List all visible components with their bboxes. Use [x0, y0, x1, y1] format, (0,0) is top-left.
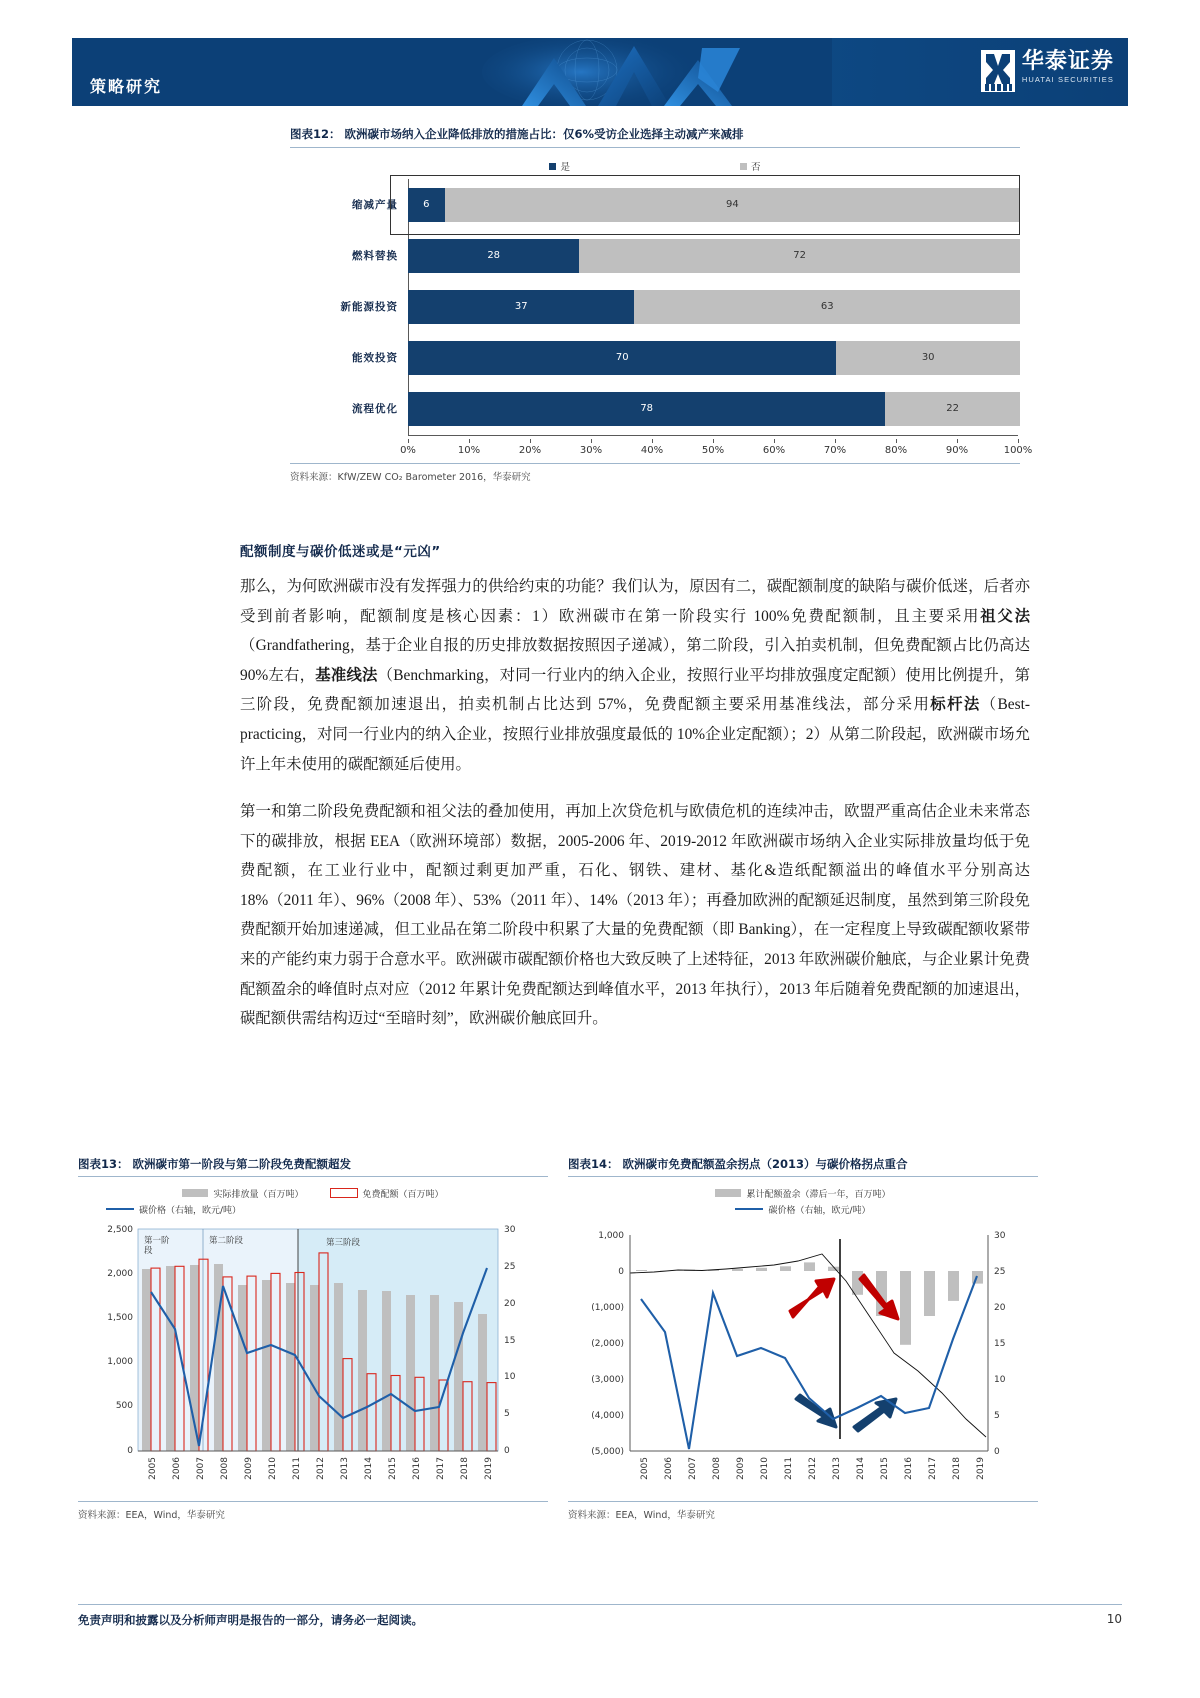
legend-item-carbon-price-14: [735, 1203, 870, 1216]
legend-item-free-allowance: [330, 1187, 444, 1200]
bar-label-1: 燃料替换: [352, 250, 398, 262]
svg-text:段: 段: [144, 1246, 153, 1256]
svg-text:2005: 2005: [148, 1457, 158, 1480]
table-row: [290, 281, 1020, 332]
bar-segment-no-0: 94: [445, 188, 1020, 222]
figure-13-svg: [78, 1221, 548, 1493]
figure-14: [568, 1156, 1038, 1521]
legend-swatch-free-allowance: [330, 1188, 358, 1198]
svg-text:2012: 2012: [808, 1457, 818, 1480]
svg-text:15: 15: [504, 1336, 516, 1346]
x-tick: [408, 439, 409, 443]
svg-text:第三阶段: 第三阶段: [326, 1238, 361, 1248]
svg-text:2,500: 2,500: [107, 1225, 133, 1235]
header-title: 策略研究: [90, 77, 163, 96]
legend-label-actual-emissions: 实际排放量（百万吨）: [213, 1189, 304, 1200]
x-label-2: 20%: [518, 445, 542, 456]
svg-text:5: 5: [994, 1411, 1000, 1421]
bar-segment-yes-2: 37: [408, 290, 634, 324]
svg-text:20: 20: [504, 1299, 516, 1309]
figure-13: [78, 1156, 548, 1521]
x-tick: [957, 439, 958, 443]
svg-text:25: 25: [504, 1262, 516, 1272]
figure-14-svg: [568, 1221, 1038, 1493]
legend-swatch-actual-emissions: [182, 1189, 208, 1197]
legend-label-no: 否: [751, 162, 761, 173]
figure-13-source: 资料来源：EEA，Wind，华泰研究: [78, 1501, 548, 1521]
figure-14-chart: [568, 1221, 1038, 1493]
svg-text:(1,000): (1,000): [591, 1303, 624, 1313]
x-tick: [774, 439, 775, 443]
svg-text:(4,000): (4,000): [591, 1411, 624, 1421]
x-label-3: 30%: [579, 445, 603, 456]
bar-segment-no-2: 63: [634, 290, 1020, 324]
figure-14-source: 资料来源：EEA，Wind，华泰研究: [568, 1501, 1038, 1521]
figure-13-number: 图表13：: [78, 1157, 129, 1171]
annotation-arrow-red-up: [790, 1279, 834, 1317]
figure-12-title: 欧洲碳市场纳入企业降低排放的措施占比：仅6%受访企业选择主动减产来减排: [344, 127, 744, 141]
svg-text:0: 0: [504, 1446, 510, 1456]
svg-text:30: 30: [994, 1231, 1006, 1241]
svg-text:2010: 2010: [268, 1457, 278, 1480]
bar-segment-yes-0: 6: [408, 188, 445, 222]
x-label-8: 80%: [884, 445, 908, 456]
bar-label-2: 新能源投资: [340, 301, 398, 313]
svg-text:10: 10: [504, 1372, 516, 1382]
logo-text-en: HUATAI SECURITIES: [1021, 75, 1114, 84]
svg-text:2006: 2006: [664, 1457, 674, 1480]
bar-track-4: [408, 392, 1020, 426]
svg-text:2005: 2005: [640, 1457, 650, 1480]
figure-13-title: 欧洲碳市第一阶段与第二阶段免费配额超发: [132, 1157, 352, 1171]
x-label-9: 90%: [945, 445, 969, 456]
svg-text:2010: 2010: [760, 1457, 770, 1480]
figure-14-legend: [568, 1185, 1038, 1217]
svg-text:2015: 2015: [880, 1457, 890, 1480]
x-label-10: 100%: [1003, 445, 1033, 456]
svg-text:第二阶段: 第二阶段: [209, 1236, 244, 1246]
x-label-0: 0%: [400, 445, 416, 456]
annotation-arrow-navy-down: [796, 1395, 836, 1427]
huatai-logo-icon: [981, 50, 1015, 92]
bar-label-3: 能效投资: [352, 352, 398, 364]
svg-text:2008: 2008: [220, 1457, 230, 1480]
x-tick: [652, 439, 653, 443]
page-header: [72, 38, 1128, 106]
legend-label-carbon-price: 碳价格（右轴，欧元/吨）: [139, 1205, 242, 1216]
x-tick: [469, 439, 470, 443]
body-paragraph-2: 第一和第二阶段免费配额和祖父法的叠加使用，再加上次贷危机与欧债危机的连续冲击，欧盟严重高估企业未来常态下的碳排放，根据 EEA（欧洲环境部）数据，2005-2006 年、2019-2012 年欧洲碳市场纳入企业实际排放量均低于免费配额，在工业行业中，配额过剩更加严重，石化、钢铁、建材、基化&造纸配额溢出的峰值水平分别高达 18%（2011 年）、96%（2008 年）、53%（2011 年）、14%（2013 年）；再叠加欧洲的配额延迟制度，虽然到第三阶段免费配额开始加速递减，但工业品在第二阶段中积累了大量的免费配额（即 Banking），在一定程度上导致碳配额收紧带来的产能约束力弱于合意水平。欧洲碳市碳配额价格也大致反映了上述特征，2013 年欧洲碳价触底，与企业累计免费配额盈余的峰值时点对应（2012 年累计免费配额达到峰值水平，2013 年执行），2013 年后随着免费配额的加速退出，碳配额供需结构迈过“至暗时刻”，欧洲碳价触底回升。: [240, 803, 1030, 1028]
x-tick: [896, 439, 897, 443]
body-paragraph-1: [240, 572, 1030, 779]
figure-12: [290, 126, 1033, 483]
svg-text:25: 25: [994, 1267, 1006, 1277]
x-axis-line: [408, 435, 1018, 436]
svg-text:2018: 2018: [952, 1457, 962, 1480]
bar-segment-yes-1: 28: [408, 239, 579, 273]
x-tick: [1018, 439, 1019, 443]
figure-13-chart: [78, 1221, 548, 1493]
svg-text:2016: 2016: [412, 1457, 422, 1480]
x-label-4: 40%: [640, 445, 664, 456]
svg-text:2015: 2015: [388, 1457, 398, 1480]
bar-rows: [290, 179, 1020, 434]
table-row: [290, 230, 1020, 281]
svg-text:2006: 2006: [172, 1457, 182, 1480]
logo-text-cn: 华泰证券: [1021, 49, 1114, 74]
table-row: [290, 383, 1020, 434]
bar-segment-no-3: 30: [836, 341, 1020, 375]
figure-12-legend: [290, 159, 1020, 173]
figure-14-number: 图表14：: [568, 1157, 619, 1171]
page-number: 10: [1106, 1612, 1122, 1626]
x-label-1: 10%: [457, 445, 481, 456]
legend-item-carbon-price: [106, 1203, 241, 1216]
emphasis-term: 标杆法: [930, 696, 981, 714]
legend-label-free-allowance: 免费配额（百万吨）: [362, 1189, 444, 1200]
svg-text:(3,000): (3,000): [591, 1375, 624, 1385]
legend-swatch-yes: [549, 163, 556, 170]
bar-track-2: [408, 290, 1020, 324]
svg-text:2007: 2007: [688, 1457, 698, 1480]
svg-text:2016: 2016: [904, 1457, 914, 1480]
figure-14-caption: [568, 1156, 1038, 1177]
figure-13-legend: [78, 1185, 548, 1217]
paragraph-run: （Best-practicing，对同一行业内的纳入企业，按照行业排放强度最低的 10%企业定配额）；2）从第二阶段起，欧洲碳市场允许上年未使用的碳配额延后使用。: [240, 696, 1030, 773]
svg-text:15: 15: [994, 1339, 1006, 1349]
svg-text:第一阶: 第一阶: [144, 1236, 170, 1246]
figure-12-number: 图表12：: [290, 127, 341, 141]
bar-segment-yes-3: 70: [408, 341, 836, 375]
figure-13-caption: [78, 1156, 548, 1177]
svg-text:(2,000): (2,000): [591, 1339, 624, 1349]
legend-item-yes: [549, 159, 570, 173]
x-tick: [530, 439, 531, 443]
bar-label-0: 缩减产量: [352, 199, 398, 211]
svg-text:20: 20: [994, 1303, 1006, 1313]
legend-item-actual-emissions: [182, 1187, 303, 1200]
page-footer: [78, 1604, 1122, 1628]
svg-text:1,500: 1,500: [107, 1313, 133, 1323]
paragraph-run: （Grandfathering，基于企业自报的历史排放数据按照因子递减），第二阶段，引入拍卖机制，但免费配额占比仍高达 90%左右，: [240, 637, 1030, 684]
company-logo: [981, 50, 1114, 92]
svg-text:5: 5: [504, 1409, 510, 1419]
bar-track-3: [408, 341, 1020, 375]
legend-swatch-carbon-price-14: [735, 1208, 763, 1210]
svg-text:2011: 2011: [292, 1457, 302, 1480]
svg-text:2017: 2017: [436, 1457, 446, 1480]
svg-text:1,000: 1,000: [107, 1357, 133, 1367]
x-tick: [835, 439, 836, 443]
emphasis-term: 基准线法: [315, 666, 378, 684]
svg-text:0: 0: [994, 1447, 1000, 1457]
x-tick: [591, 439, 592, 443]
svg-text:2008: 2008: [712, 1457, 722, 1480]
legend-label-yes: 是: [560, 162, 570, 173]
svg-text:2019: 2019: [976, 1457, 986, 1480]
legend-swatch-cumulative-surplus: [715, 1189, 741, 1197]
legend-label-carbon-price-14: 碳价格（右轴，欧元/吨）: [768, 1205, 871, 1216]
bar-segment-no-1: 72: [579, 239, 1020, 273]
x-label-5: 50%: [701, 445, 725, 456]
header-decorative-art: [402, 38, 832, 106]
svg-text:2018: 2018: [460, 1457, 470, 1480]
figure-12-caption: [290, 126, 1020, 148]
x-tick: [713, 439, 714, 443]
svg-text:30: 30: [504, 1225, 516, 1235]
svg-text:1,000: 1,000: [598, 1231, 624, 1241]
svg-text:2011: 2011: [784, 1457, 794, 1480]
svg-text:2012: 2012: [316, 1457, 326, 1480]
svg-text:2009: 2009: [736, 1457, 746, 1480]
legend-item-cumulative-surplus: [715, 1187, 890, 1200]
x-label-6: 60%: [762, 445, 786, 456]
table-row: [290, 179, 1020, 230]
bar-segment-no-4: 22: [885, 392, 1020, 426]
svg-text:2,000: 2,000: [107, 1269, 133, 1279]
x-label-7: 70%: [823, 445, 847, 456]
svg-text:2009: 2009: [244, 1457, 254, 1480]
svg-text:(5,000): (5,000): [591, 1447, 624, 1457]
figure-12-source: 资料来源：KfW/ZEW CO₂ Barometer 2016，华泰研究: [290, 463, 1020, 483]
svg-text:10: 10: [994, 1375, 1006, 1385]
svg-text:2019: 2019: [484, 1457, 494, 1480]
bar-segment-yes-4: 78: [408, 392, 885, 426]
svg-text:2013: 2013: [340, 1457, 350, 1480]
svg-text:2014: 2014: [364, 1457, 374, 1480]
footer-disclaimer: 免责声明和披露以及分析师声明是报告的一部分，请务必一起阅读。: [78, 1613, 423, 1627]
annotation-arrow-navy-up: [854, 1399, 896, 1431]
emphasis-term: 祖父法: [980, 607, 1030, 625]
table-row: [290, 332, 1020, 383]
svg-text:2007: 2007: [196, 1457, 206, 1480]
legend-item-no: [740, 159, 761, 173]
bar-track-0: [408, 188, 1020, 222]
bar-track-1: [408, 239, 1020, 273]
paragraph-run: 那么，为何欧洲碳市没有发挥强力的供给约束的功能？我们认为，原因有二，碳配额制度的缺陷与碳价低迷，后者亦受到前者影响，配额制度是核心因素：1）欧洲碳市在第一阶段实行 100%免费配额制，且主要采用: [240, 578, 1030, 625]
paragraph-run: （Benchmarking，对同一行业内的纳入企业，按照行业平均排放强度定配额）使用比例提升，第三阶段，免费配额加速退出，拍卖机制占比达到 57%，免费配额主要采用基准线法，部分采用: [240, 666, 1030, 714]
svg-text:500: 500: [115, 1401, 133, 1411]
bar-label-4: 流程优化: [352, 403, 398, 415]
svg-text:0: 0: [127, 1446, 133, 1456]
legend-label-cumulative-surplus: 累计配额盈余（滞后一年，百万吨）: [746, 1189, 891, 1200]
legend-swatch-carbon-price: [106, 1208, 134, 1210]
svg-text:0: 0: [618, 1267, 624, 1277]
figure-14-title: 欧洲碳市免费配额盈余拐点（2013）与碳价格拐点重合: [622, 1157, 908, 1171]
figure-12-chart: [290, 179, 1033, 456]
svg-text:2014: 2014: [856, 1457, 866, 1480]
legend-swatch-no: [740, 163, 747, 170]
svg-text:2013: 2013: [832, 1457, 842, 1480]
section-heading: 配额制度与碳价低迷或是“元凶”: [240, 544, 441, 560]
svg-text:2017: 2017: [928, 1457, 938, 1480]
